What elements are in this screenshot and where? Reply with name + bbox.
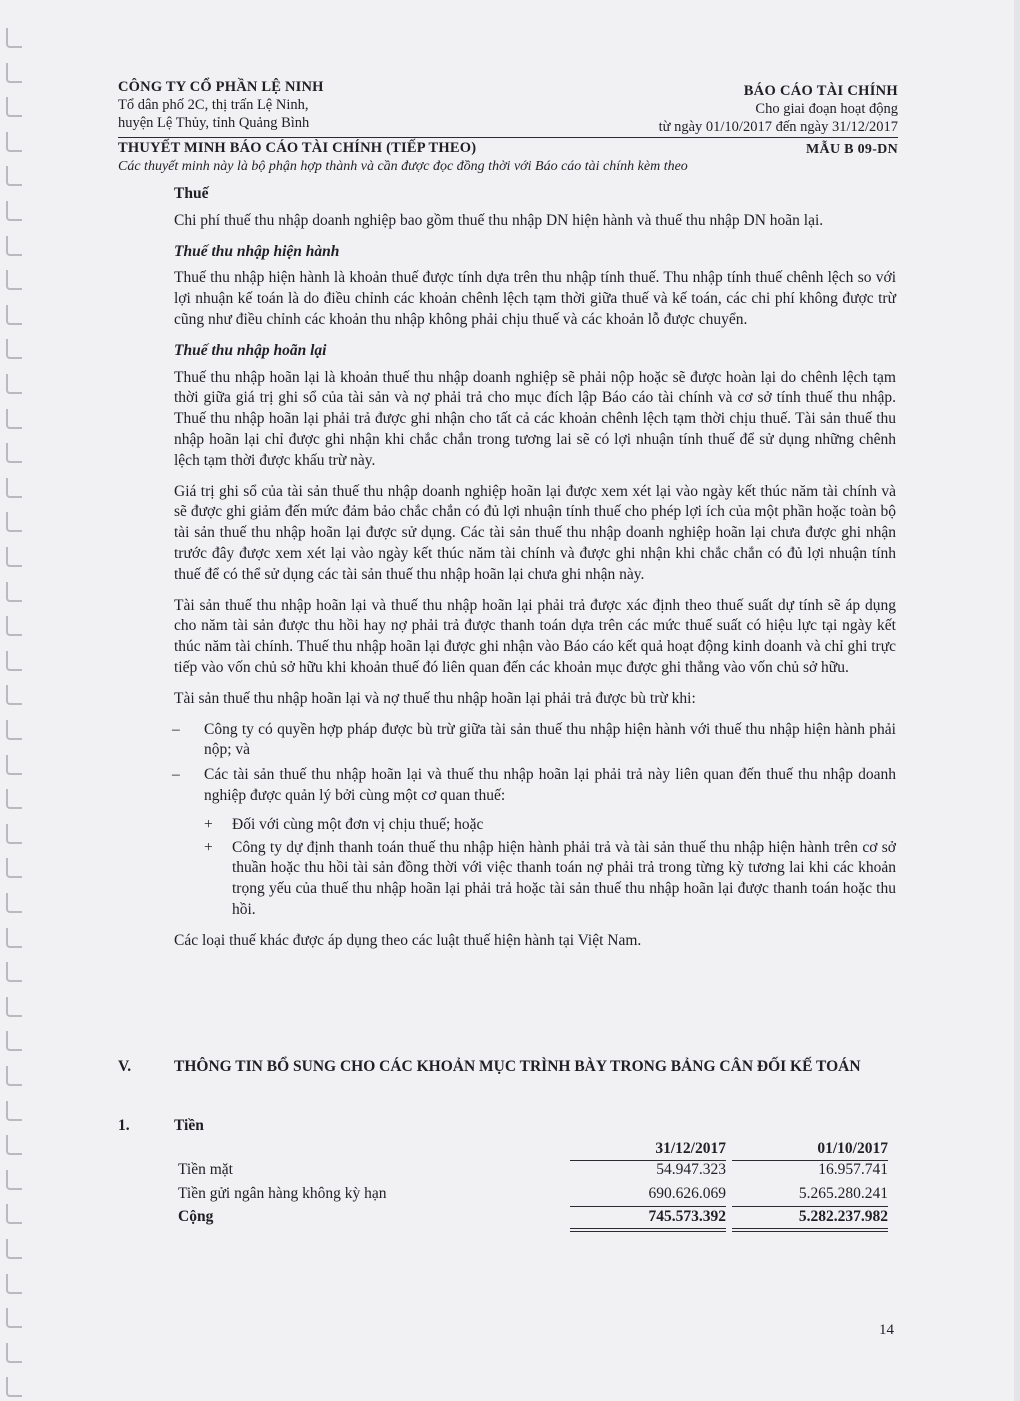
binding-hole (6, 28, 22, 48)
report-block (659, 82, 898, 136)
offset-sub-1-text: Đối với cùng một đơn vị chịu thuế; hoặc (232, 815, 484, 833)
total-rule (570, 1228, 726, 1229)
binding-hole (6, 305, 22, 325)
binding-holes (0, 0, 26, 1401)
table-total-row (176, 1208, 896, 1230)
period-line-1: Cho giai đoạn hoạt động (755, 101, 898, 117)
binding-hole (6, 1170, 22, 1190)
cash-heading (118, 1116, 898, 1138)
subtotal-rule (732, 1206, 888, 1207)
offset-sub-1 (174, 815, 896, 836)
plus-marker: + (204, 838, 213, 856)
page-edge (1014, 0, 1020, 1401)
binding-hole (6, 858, 22, 878)
binding-hole (6, 97, 22, 117)
binding-hole (6, 478, 22, 498)
binding-hole (6, 1101, 22, 1121)
binding-hole (6, 720, 22, 740)
deferred-tax-paragraph-3: Tài sản thuế thu nhập hoãn lại và thuế thu nhập hoãn lại phải trả được xác định theo thuế suất dự tính sẽ áp dụng cho năm tài sản được thu hồi hay nợ phải trả được thanh toán dựa trên các mức thuế suất có hiệu lực tại ngày kết thúc năm tài chính. Thuế thu nhập hoãn lại được ghi nhận vào Báo cáo kết quả hoạt động kinh doanh và chỉ ghi trực tiếp vào vốn chủ sở hữu khi khoản thuế đó liên quan đến các khoản mục được ghi thẳng vào vốn chủ sở hữu. (174, 596, 896, 676)
page-number: 14 (879, 1322, 894, 1338)
binding-hole (6, 547, 22, 567)
tax-heading: Thuế (174, 185, 209, 202)
row-value: 16.957.741 (818, 1161, 888, 1178)
company-block (118, 78, 324, 132)
total-label: Cộng (178, 1208, 214, 1225)
binding-hole (6, 789, 22, 809)
address-line-1: Tổ dân phố 2C, thị trấn Lệ Ninh, (118, 97, 309, 113)
dash-marker: – (172, 720, 180, 738)
cash-title: Tiền (174, 1117, 204, 1134)
address-line-2: huyện Lệ Thủy, tỉnh Quảng Bình (118, 115, 310, 131)
binding-hole (6, 582, 22, 602)
subtotal-rule (570, 1206, 726, 1207)
company-name: CÔNG TY CỔ PHẦN LỆ NINH (118, 79, 324, 95)
offset-bullet-1-text: Công ty có quyền hợp pháp được bù trừ giữa tài sản thuế thu nhập hiện hành với thuế thu nhập hiện hành phải nộp; và (204, 720, 896, 759)
table-row (176, 1185, 896, 1207)
table-row (176, 1161, 896, 1183)
total-rule (732, 1231, 888, 1232)
binding-hole (6, 824, 22, 844)
binding-hole (6, 997, 22, 1017)
row-label: Tiền gửi ngân hàng không kỳ hạn (178, 1185, 387, 1202)
current-tax-heading: Thuế thu nhập hiện hành (174, 242, 340, 260)
cash-number: 1. (118, 1117, 130, 1134)
binding-hole (6, 928, 22, 948)
binding-hole (6, 443, 22, 463)
column-header: 31/12/2017 (655, 1140, 726, 1157)
total-rule (732, 1228, 888, 1229)
row-value: 690.626.069 (648, 1185, 726, 1202)
notes-subtitle: Các thuyết minh này là bộ phận hợp thành và cần được đọc đồng thời với Báo cáo tài chính kèm theo (118, 159, 688, 174)
binding-hole (6, 339, 22, 359)
binding-hole (6, 374, 22, 394)
section-v-title: THÔNG TIN BỔ SUNG CHO CÁC KHOẢN MỤC TRÌNH BÀY TRONG BẢNG CÂN ĐỐI KẾ TOÁN (174, 1058, 861, 1075)
period-line-2: từ ngày 01/10/2017 đến ngày 31/12/2017 (658, 119, 898, 135)
binding-hole (6, 270, 22, 290)
notes-title: THUYẾT MINH BÁO CÁO TÀI CHÍNH (TIẾP THEO) (118, 140, 477, 156)
binding-hole (6, 63, 22, 83)
report-title: BÁO CÁO TÀI CHÍNH (743, 83, 898, 99)
dash-marker: – (172, 766, 180, 784)
offset-bullet-2 (174, 765, 896, 807)
binding-hole (6, 685, 22, 705)
binding-hole (6, 755, 22, 775)
form-code: MẪU B 09-DN (806, 142, 898, 157)
deferred-tax-paragraph-2: Giá trị ghi sổ của tài sản thuế thu nhập doanh nghiệp hoãn lại được xem xét lại vào ngày kết thúc năm tài chính và sẽ được ghi giảm đến mức đảm bảo chắc chắn có đủ lợi nhuận tính thuế cho phép lợi ích của một phần hoặc toàn bộ tài sản thuế thu nhập hoãn lại được sử dụng. Các tài sản thuế thu nhập doanh nghiệp hoãn lại chưa được ghi nhận trước đây được xem xét lại vào ngày kết thúc năm tài chính và được ghi nhận khi chắc chắn có đủ lợi nhuận tính thuế để có thể sử dụng các tài sản thuế thu nhập hoãn lại chưa ghi nhận này. (174, 482, 896, 583)
plus-marker: + (204, 815, 213, 833)
row-value: 54.947.323 (656, 1161, 726, 1178)
binding-hole (6, 166, 22, 186)
current-tax-text: Thuế thu nhập hiện hành là khoản thuế được tính dựa trên thu nhập tính thuế. Thu nhập tính thuế chênh lệch so với lợi nhuận kế toán là do điều chỉnh các khoản chênh lệch tạm thời giữa thuế và kế toán, các chi phí không được trừ cũng như điều chỉnh các khoản thu nhập không phải chịu thuế và các khoản lỗ được chuyển. (174, 269, 896, 328)
binding-hole (6, 236, 22, 256)
binding-hole (6, 1377, 22, 1397)
row-value: 5.265.280.241 (798, 1185, 888, 1202)
table-header-row (176, 1140, 896, 1162)
binding-hole (6, 1239, 22, 1259)
binding-hole (6, 651, 22, 671)
binding-hole (6, 512, 22, 532)
section-v-number: V. (118, 1058, 132, 1075)
binding-hole (6, 616, 22, 636)
binding-hole (6, 1031, 22, 1051)
offset-bullet-2-text: Các tài sản thuế thu nhập hoãn lại và thuế thu nhập hoãn lại phải trả này liên quan đến thuế thu nhập doanh nghiệp được quản lý bởi cùng một cơ quan thuế: (204, 766, 896, 804)
offset-intro: Tài sản thuế thu nhập hoãn lại và nợ thuế thu nhập hoãn lại phải trả được bù trừ khi: (174, 689, 696, 707)
total-rule (570, 1231, 726, 1232)
offset-bullet-1 (174, 720, 896, 762)
binding-hole (6, 1135, 22, 1155)
offset-sub-2-text: Công ty dự định thanh toán thuế thu nhập hiện hành phải trả và tài sản thuế thu nhập hiện hành trên cơ sở thuần hoặc thu hồi tài sản đồng thời với việc thanh toán nợ phải trả trong từng kỳ tương lai khi các khoản trọng yếu của thuế thu nhập hoãn lại phải trả hoặc tài sản thuế thu nhập hoãn lại được thanh toán hoặc thu hồi. (232, 838, 896, 918)
column-header: 01/10/2017 (817, 1140, 888, 1157)
offset-sub-2 (174, 838, 896, 921)
row-label: Tiền mặt (178, 1161, 233, 1178)
binding-hole (6, 409, 22, 429)
tax-intro: Chi phí thuế thu nhập doanh nghiệp bao gồm thuế thu nhập DN hiện hành và thuế thu nhập DN hoãn lại. (174, 211, 824, 229)
binding-hole (6, 1204, 22, 1224)
binding-hole (6, 1308, 22, 1328)
total-value: 745.573.392 (648, 1208, 726, 1225)
deferred-tax-heading: Thuế thu nhập hoãn lại (174, 341, 327, 359)
binding-hole (6, 1274, 22, 1294)
binding-hole (6, 893, 22, 913)
other-taxes-text: Các loại thuế khác được áp dụng theo các luật thuế hiện hành tại Việt Nam. (174, 931, 642, 949)
binding-hole (6, 1343, 22, 1363)
deferred-tax-paragraph-1: Thuế thu nhập hoãn lại là khoản thuế thu nhập doanh nghiệp sẽ phải nộp hoặc sẽ được hoàn lại do chênh lệch tạm thời giữa giá trị ghi sổ của tài sản và nợ phải trả cho mục đích lập Báo cáo tài chính và cơ sở tính thuế thu nhập. Thuế thu nhập hoãn lại phải trả được ghi nhận cho tất cả các khoản chênh lệch tạm thời chịu thuế. Tài sản thuế thu nhập hoãn lại chỉ được ghi nhận khi chắc chắn trong tương lai sẽ có lợi nhuận tính thuế để sử dụng những chênh lệch tạm thời được khấu trừ này. (174, 368, 896, 469)
header-rule (118, 137, 898, 138)
total-value: 5.282.237.982 (798, 1208, 888, 1225)
section-v-heading (118, 1057, 898, 1099)
binding-hole (6, 1066, 22, 1086)
binding-hole (6, 201, 22, 221)
binding-hole (6, 132, 22, 152)
tax-policy-section (174, 182, 896, 962)
binding-hole (6, 962, 22, 982)
